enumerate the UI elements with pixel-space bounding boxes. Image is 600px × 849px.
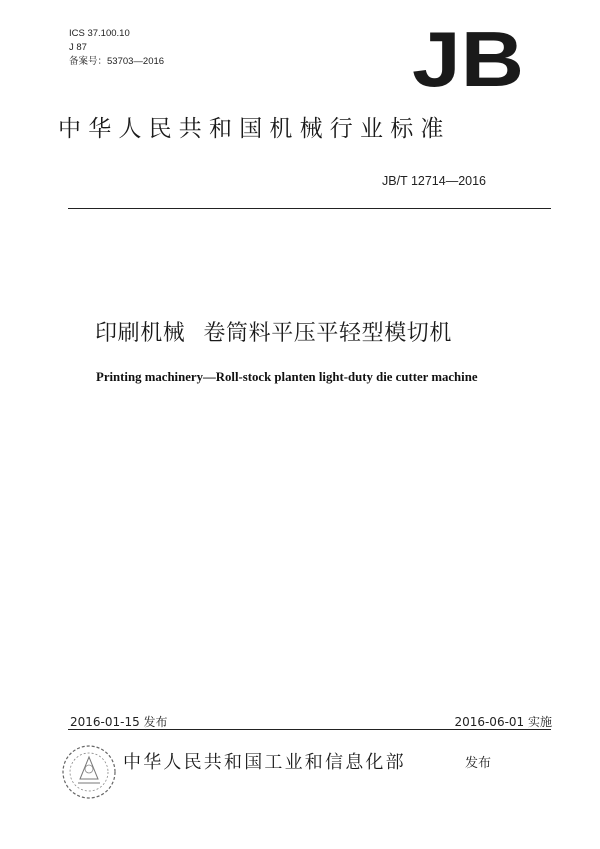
issue-date: 2016-01-15 发布: [70, 715, 168, 729]
issuing-authority: 中华人民共和国工业和信息化部: [123, 752, 406, 773]
standard-number: JB/T 12714—2016: [382, 174, 487, 188]
ccs-code: J 87: [69, 42, 87, 53]
top-divider: [68, 208, 551, 209]
filing-number: 备案号：53703—2016: [69, 56, 165, 67]
standard-title-cn: [95, 316, 452, 347]
title-cn-part1: 印刷机械: [95, 321, 186, 346]
ministry-seal-icon: [60, 743, 118, 801]
svg-text:JB: JB: [412, 22, 524, 92]
bottom-divider: [68, 729, 551, 730]
title-cn-part2: 卷筒料平压平轻型模切机: [203, 321, 453, 346]
industry-standard-title: 中华人民共和国机械行业标准: [58, 116, 451, 142]
implementation-date: 2016-06-01 实施: [454, 715, 552, 729]
jb-logo-icon: [408, 22, 528, 92]
standard-title-en: Printing machinery—Roll-stock planten light-duty die cutter machine: [96, 370, 478, 384]
ics-code: ICS 37.100.10: [69, 28, 130, 39]
issuer-action: 发布: [465, 756, 492, 771]
